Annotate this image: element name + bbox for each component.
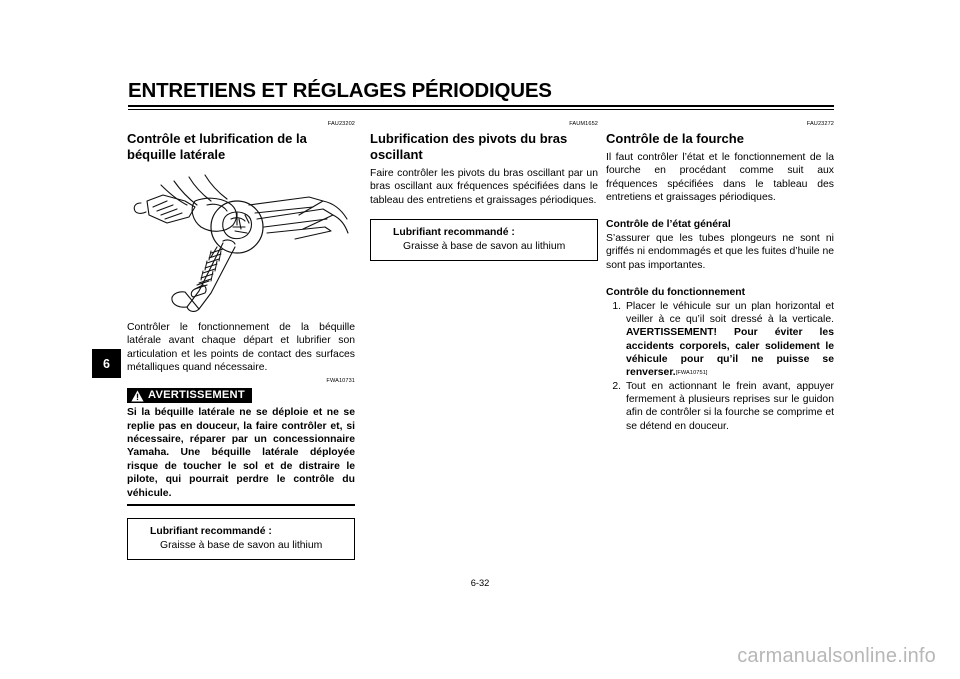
page-title: ENTRETIENS ET RÉGLAGES PÉRIODIQUES <box>128 79 552 102</box>
section-title-front-fork: Contrôle de la fourche <box>606 131 744 146</box>
column-3 <box>606 122 834 433</box>
lubricant-value-col2: Graisse à base de savon au lithium <box>403 241 566 253</box>
column-1 <box>127 122 355 560</box>
spacer-2 <box>606 272 834 286</box>
reference-code-warning-col1: FWA10731 <box>326 378 355 385</box>
body-text-fork-intro: Il faut contrôler l’état et le fonctionnement de la fourche en procédant comme suit aux fréquences spécifiées dans le tableau des entretiens et graissages périodiques. <box>606 151 834 204</box>
motorcycle-side-stand-diagram <box>127 167 355 315</box>
procedure-step-2 <box>606 380 834 433</box>
warning-banner <box>127 388 355 404</box>
watermark: carmanualsonline.info <box>737 645 936 667</box>
column-2 <box>370 122 598 261</box>
lubricant-title-col2: Lubrifiant recommandé : <box>393 227 515 239</box>
procedure-step-list <box>606 300 834 434</box>
lubricant-value-col1: Graisse à base de savon au lithium <box>160 539 323 551</box>
warning-text: Si la béquille latérale ne se déploie et ne se replie pas en douceur, la faire contrôler et, si nécessaire, réparer par un concessionnaire Yamaha. Une béquille latérale déployée risque de toucher le sol et de distraire le pilote, qui pourrait perdre le contrôle du véhicule. <box>127 407 355 499</box>
spacer-1 <box>606 204 834 218</box>
header-rule-thin <box>128 109 834 110</box>
subsection-title-general-condition: Contrôle de l’état général <box>606 219 731 231</box>
reference-code-col2: FAUM1652 <box>569 121 598 127</box>
step-2-text: Tout en actionnant le frein avant, appuyer fermement à plusieurs reprises sur le guidon afin de contrôler si la fourche se comprime et se détend en douceur. <box>626 380 834 432</box>
lubricant-title-col1: Lubrifiant recommandé : <box>150 525 272 537</box>
section-title-side-stand: Contrôle et lubrification de la béquille latérale <box>127 131 307 162</box>
subsection-title-operation-check: Contrôle du fonctionnement <box>606 287 746 299</box>
page-header <box>128 80 834 110</box>
page-number: 6-32 <box>470 578 490 588</box>
body-text-side-stand: Contrôler le fonctionnement de la béquille latérale avant chaque départ et lubrifier son articulation et les points de contact des surfaces métalliques quand nécessaire. <box>127 321 355 374</box>
procedure-step-1 <box>606 300 834 380</box>
step-1-warning-text: AVERTISSEMENT! Pour éviter les accidents corporels, caler solidement le véhicule pour qu’il ne puisse se renverser. <box>626 327 834 379</box>
reference-code-col1: FAU23202 <box>327 121 355 127</box>
body-text-general-condition: S’assurer que les tubes plongeurs ne sont ni griffés ni endommagés et que les fuites d’huile ne sont pas importantes. <box>606 232 834 271</box>
warning-triangle-icon <box>131 390 144 402</box>
step-1-ref-code: [FWA10751] <box>675 370 708 377</box>
body-text-swingarm-pivot: Faire contrôler les pivots du bras oscillant par un bras oscillant aux fréquences spécifiées dans le tableau des entretiens et graissages périodiques. <box>370 167 598 206</box>
step-1-text: Placer le véhicule sur un plan horizontal et veiller à ce qu’il soit dressé à la verticale. <box>626 300 834 325</box>
warning-label: AVERTISSEMENT <box>148 389 245 402</box>
lubricant-box-col2 <box>370 219 598 261</box>
reference-code-col3: FAU23272 <box>806 121 834 127</box>
warning-end-rule <box>127 504 355 506</box>
header-rule-thick <box>128 105 834 108</box>
lubricant-box-col1 <box>127 518 355 560</box>
warning-banner-box <box>127 388 252 403</box>
section-title-swingarm-pivot: Lubrification des pivots du bras oscillant <box>370 131 568 162</box>
chapter-tab: 6 <box>92 349 121 378</box>
